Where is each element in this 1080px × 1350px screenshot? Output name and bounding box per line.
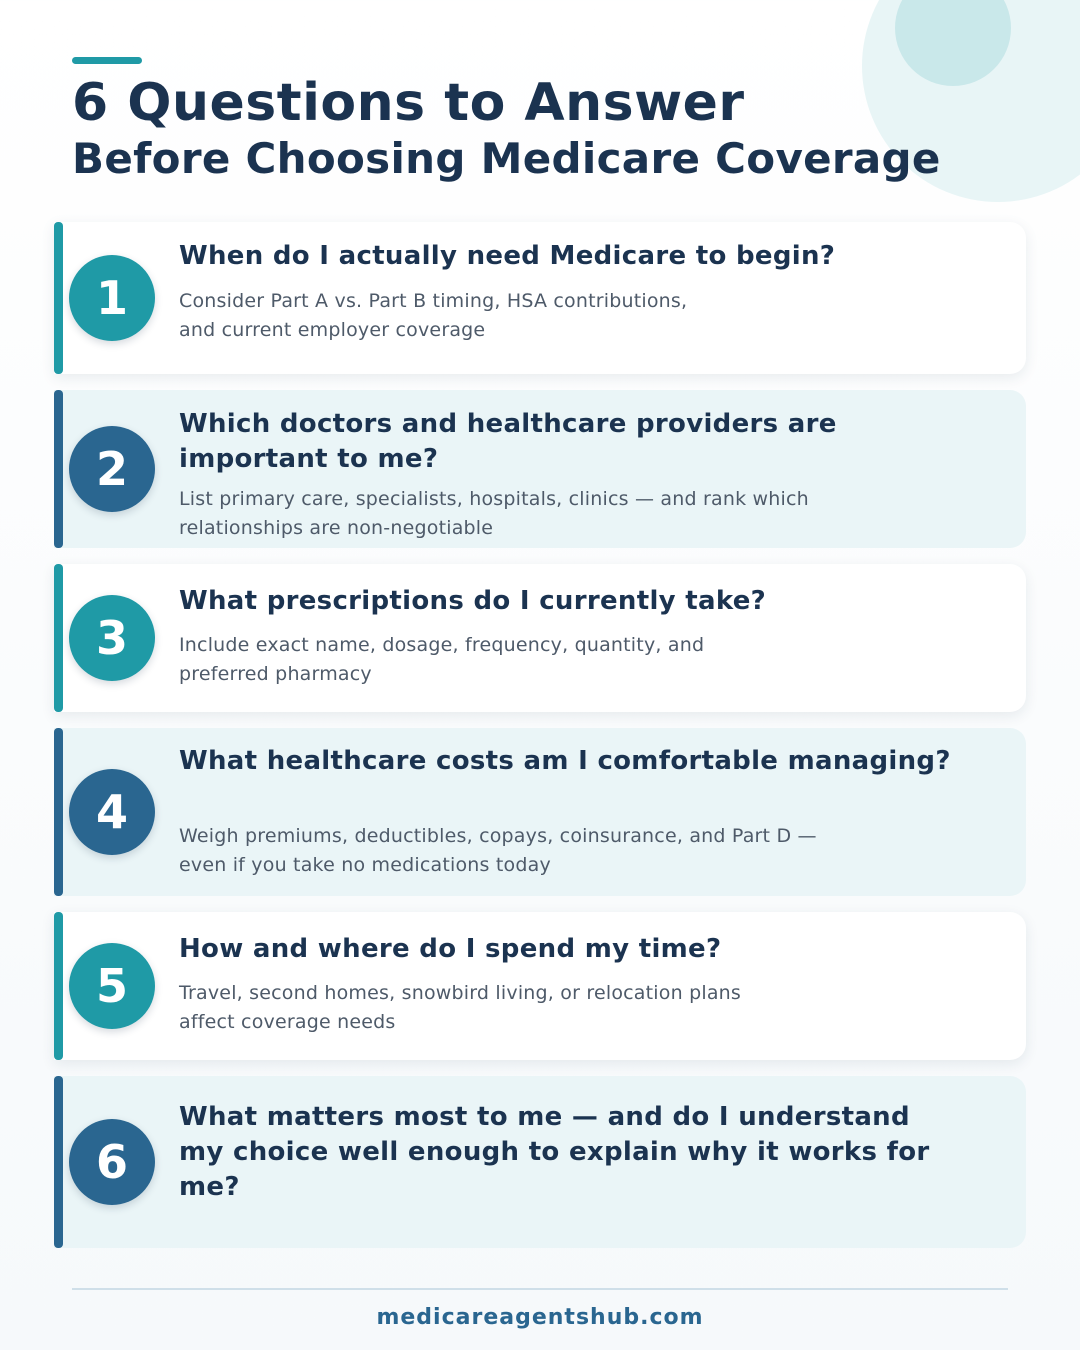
question-title: What prescriptions do I currently take? [179,586,767,616]
question-title: How and where do I spend my time? [179,934,722,964]
question-card-2 [54,390,1026,548]
question-title: What matters most to me — and do I understand my choice well enough to explain why it works for me? [179,1102,930,1202]
card-accent-stripe [54,728,63,896]
card-accent-stripe [54,912,63,1060]
question-description-line: Consider Part A vs. Part B timing, HSA contributions, [179,290,688,312]
question-description-line: even if you take no medications today [179,854,551,876]
question-description [179,485,809,543]
question-description-line: affect coverage needs [179,1011,396,1033]
question-number-badge: 3 [69,595,155,681]
card-accent-stripe [54,222,63,374]
question-card-1 [54,222,1026,374]
page-title: 6 Questions to Answer [72,73,745,133]
card-accent-stripe [54,564,63,712]
question-number-badge: 4 [69,769,155,855]
question-description-line: Travel, second homes, snowbird living, or relocation plans [179,982,741,1004]
question-title: What healthcare costs am I comfortable managing? [179,746,951,776]
footer-website: medicareagentshub.com [376,1305,704,1330]
footer-divider [72,1288,1008,1290]
question-description [179,631,704,689]
question-description-line: Include exact name, dosage, frequency, quantity, and [179,634,705,656]
question-card-4 [54,728,1026,896]
question-title: Which doctors and healthcare providers are important to me? [179,409,837,474]
title-accent-bar [72,57,142,64]
question-card-3 [54,564,1026,712]
card-accent-stripe [54,390,63,548]
question-description-line: relationships are non-negotiable [179,517,494,539]
page-subtitle: Before Choosing Medicare Coverage [72,134,941,183]
question-card-5 [54,912,1026,1060]
question-description-line: and current employer coverage [179,319,486,341]
question-number-badge: 1 [69,255,155,341]
question-title: When do I actually need Medicare to begin? [179,241,836,271]
question-description-line: List primary care, specialists, hospitals, clinics — and rank which [179,488,809,510]
question-description [179,822,817,880]
question-description-line: preferred pharmacy [179,663,372,685]
question-card-6 [54,1076,1026,1248]
card-accent-stripe [54,1076,63,1248]
question-number-badge: 5 [69,943,155,1029]
question-number-badge: 6 [69,1119,155,1205]
question-description [179,979,741,1037]
question-number-badge: 2 [69,426,155,512]
question-description [179,287,687,345]
question-description-line: Weigh premiums, deductibles, copays, coinsurance, and Part D — [179,825,817,847]
